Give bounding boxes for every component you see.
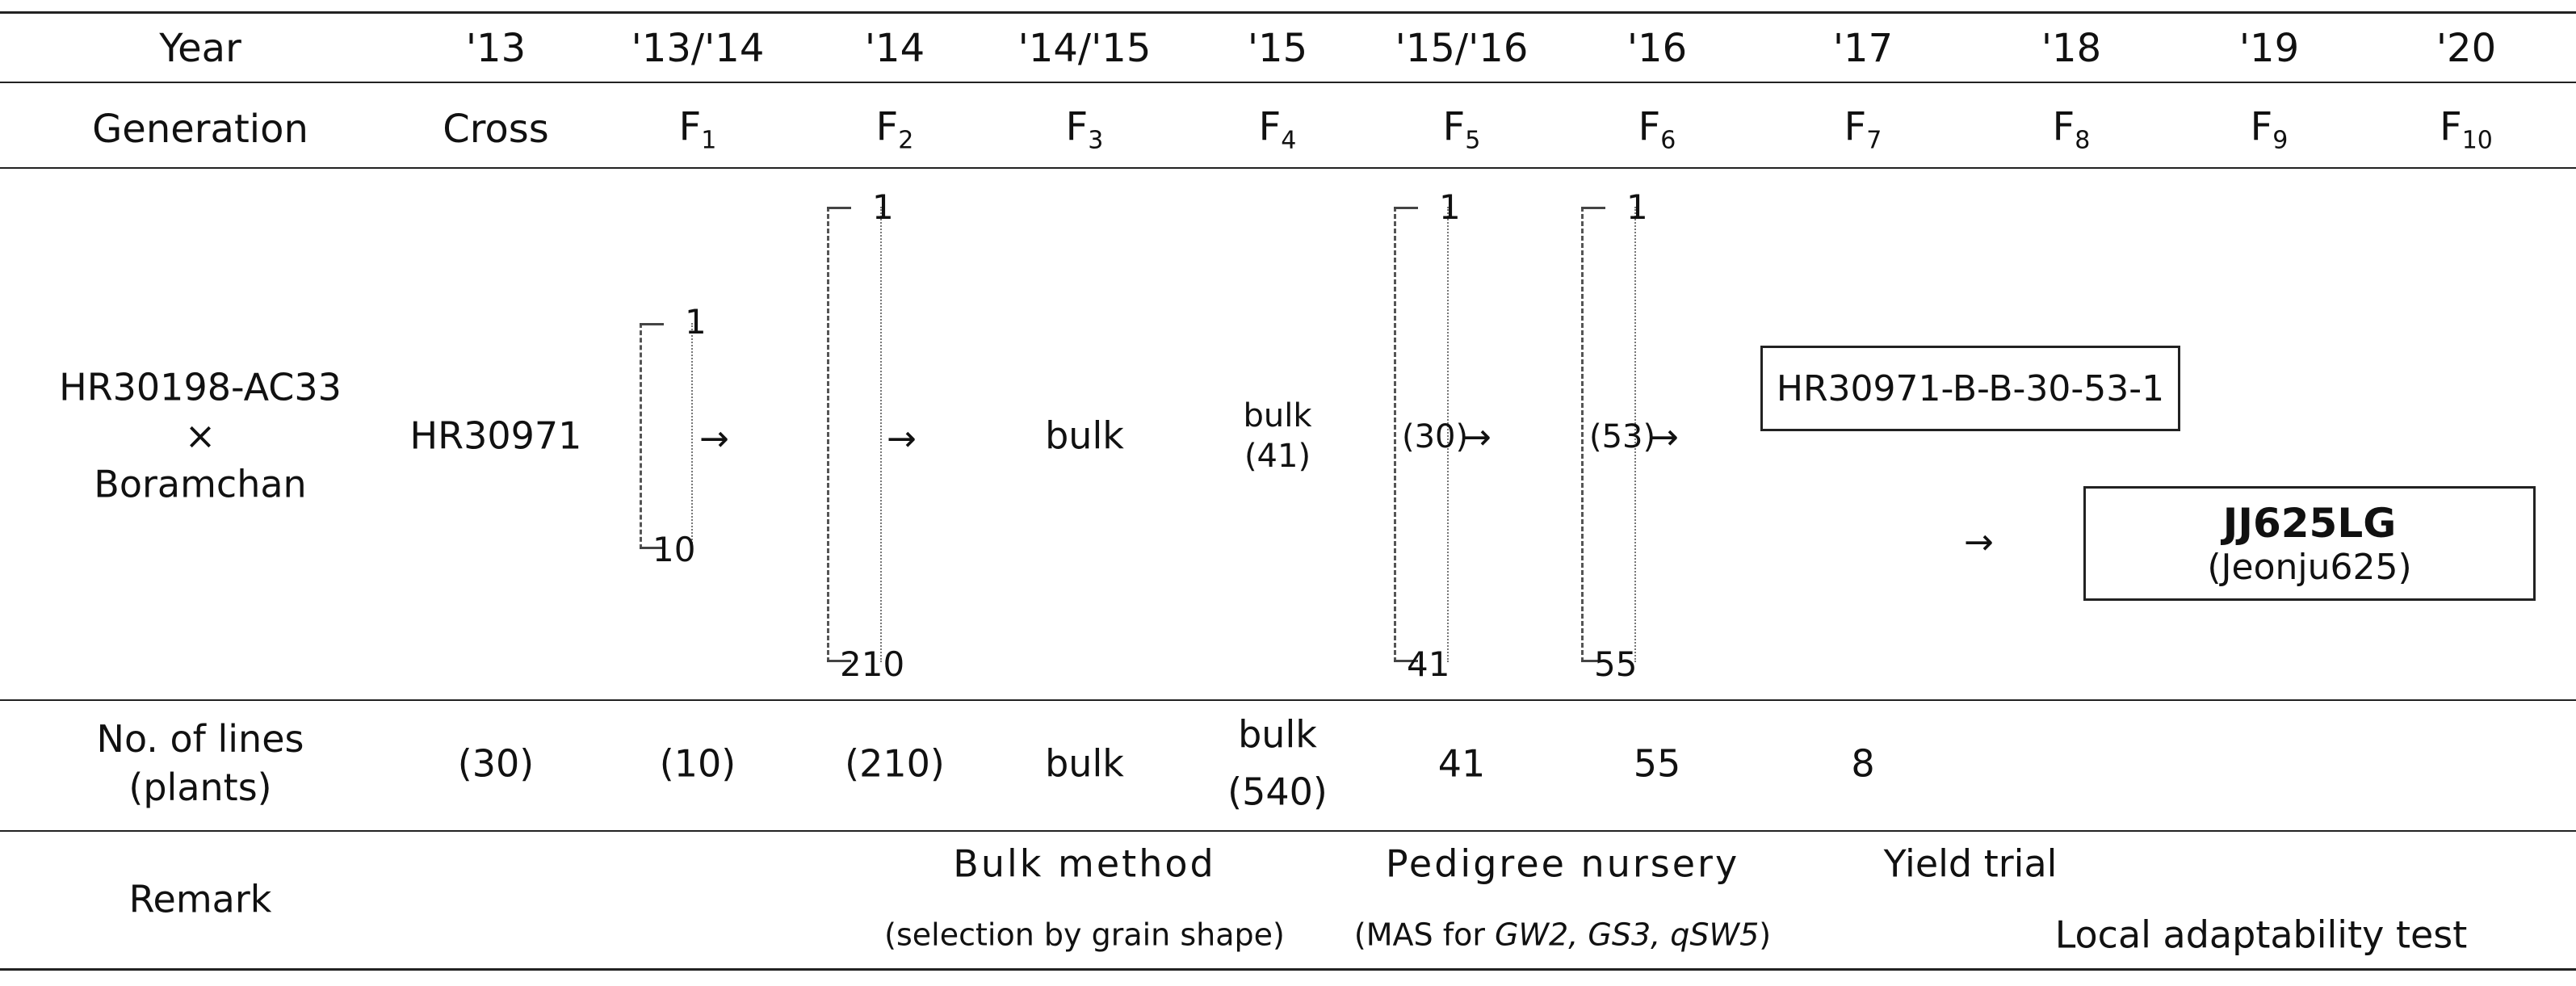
parent2: Boramchan [94, 461, 307, 506]
generation-cell [2440, 103, 2493, 156]
generation-base: F [2052, 104, 2075, 150]
f4-bulk-line2: (41) [1244, 438, 1311, 475]
remark-mas-genes: GW2, GS3, qSW5 [1495, 917, 1760, 953]
year-cell: '13 [465, 26, 527, 71]
generation-cell [1066, 103, 1104, 156]
generation-subscript: 2 [898, 126, 914, 155]
generation-base: F [1442, 104, 1466, 150]
lines-value: (30) [457, 741, 535, 786]
year-cell: '15 [1247, 26, 1308, 71]
f1-arrow: → [699, 418, 729, 459]
f2-bracket [827, 207, 875, 662]
parent1: HR30198-AC33 [59, 365, 342, 409]
f1-bracket [640, 323, 688, 549]
generation-cell [1638, 103, 1676, 156]
rule-after-year [0, 82, 2576, 83]
lines-label-line1: No. of lines [96, 717, 304, 762]
f3-bulk: bulk [1045, 413, 1124, 458]
year-cell: '18 [2041, 26, 2102, 71]
f5-bottom: 41 [1407, 644, 1450, 684]
generation-cell [1443, 103, 1481, 156]
lines-value: bulk [1045, 741, 1124, 786]
generation-cross: Cross [443, 107, 549, 152]
generation-cell [679, 103, 717, 156]
generation-base: F [1844, 104, 1867, 150]
year-label: Year [159, 26, 241, 71]
lines-value: 8 [1851, 741, 1875, 786]
remark-label: Remark [128, 877, 272, 921]
generation-subscript: 5 [1465, 126, 1481, 155]
parent-cross-label [59, 363, 342, 508]
f6-arrow: → [1649, 417, 1679, 458]
generation-subscript: 7 [1866, 126, 1882, 155]
generation-cell [2251, 103, 2289, 156]
generation-cell [876, 103, 914, 156]
variety-name: JJ625LG [2222, 499, 2397, 547]
f2-top: 1 [872, 187, 894, 227]
variety-box [2083, 486, 2536, 601]
remark-mas-prefix: (MAS for [1353, 917, 1496, 953]
f6-bottom: 55 [1594, 644, 1638, 684]
lines-value: (210) [845, 741, 945, 786]
lines-f4-line1: bulk [1238, 712, 1317, 757]
year-cell: '14/'15 [1017, 26, 1152, 71]
f2-arrow: → [887, 418, 917, 459]
f6-top: 1 [1626, 187, 1648, 227]
bottom-rule [0, 968, 2576, 971]
generation-base: F [2440, 104, 2462, 150]
remark-local-test: Local adaptability test [2054, 913, 2468, 957]
remark-mas-suffix: ) [1759, 917, 1772, 953]
cross-name: HR30971 [409, 413, 582, 458]
generation-cell [2053, 103, 2091, 156]
variety-alias: (Jeonju625) [2207, 546, 2412, 588]
remark-bulk-note: (selection by grain shape) [884, 917, 1285, 953]
f2-bottom: 210 [840, 644, 905, 684]
generation-subscript: 10 [2461, 126, 2493, 155]
generation-base: F [1065, 104, 1089, 150]
f5-arrow: → [1462, 417, 1491, 458]
line-name: HR30971-B-B-30-53-1 [1776, 367, 2165, 409]
rule-after-pedigree [0, 699, 2576, 701]
lines-value: 55 [1633, 741, 1681, 786]
generation-base: F [875, 104, 899, 150]
generation-subscript: 3 [1088, 126, 1104, 155]
generation-subscript: 9 [2272, 126, 2289, 155]
lines-f4 [1227, 707, 1328, 822]
generation-base: F [1638, 104, 1661, 150]
lines-f4-line2: (540) [1227, 770, 1328, 814]
year-cell: '16 [1626, 26, 1688, 71]
line-name-box [1760, 346, 2180, 431]
year-cell: '17 [1832, 26, 1894, 71]
f6-selected: (53) [1589, 418, 1656, 455]
generation-base: F [2250, 104, 2273, 150]
cross-symbol: × [184, 413, 216, 458]
lines-value: (10) [659, 741, 736, 786]
year-cell: '13/'14 [631, 26, 765, 71]
final-arrow: → [1964, 522, 1994, 563]
year-cell: '20 [2435, 26, 2497, 71]
rule-after-lines [0, 830, 2576, 832]
year-cell: '15/'16 [1395, 26, 1529, 71]
top-rule [0, 11, 2576, 14]
remark-yield-trial: Yield trial [1883, 841, 2058, 886]
rule-after-generation [0, 167, 2576, 169]
remark-bulk-method: Bulk method [953, 841, 1216, 886]
f5-top: 1 [1439, 187, 1461, 227]
generation-cell [1259, 103, 1297, 156]
year-cell: '14 [864, 26, 925, 71]
generation-base: F [1258, 104, 1282, 150]
generation-subscript: 6 [1660, 126, 1676, 155]
f1-bottom: 10 [652, 530, 696, 569]
f4-bulk-line1: bulk [1243, 397, 1312, 434]
lines-label [97, 715, 304, 812]
generation-base: F [678, 104, 702, 150]
lines-label-line2: (plants) [128, 766, 272, 809]
f1-top: 1 [685, 302, 707, 342]
generation-subscript: 1 [701, 126, 717, 155]
f4-bulk [1243, 396, 1311, 476]
f5-selected: (30) [1402, 418, 1469, 455]
generation-cell [1844, 103, 1882, 156]
year-cell: '19 [2238, 26, 2300, 71]
remark-pedigree-nursery: Pedigree nursery [1385, 841, 1740, 886]
lines-value: 41 [1437, 741, 1486, 786]
generation-label: Generation [92, 107, 308, 152]
generation-subscript: 4 [1281, 126, 1297, 155]
generation-subscript: 8 [2075, 126, 2091, 155]
remark-mas [1354, 916, 1771, 955]
